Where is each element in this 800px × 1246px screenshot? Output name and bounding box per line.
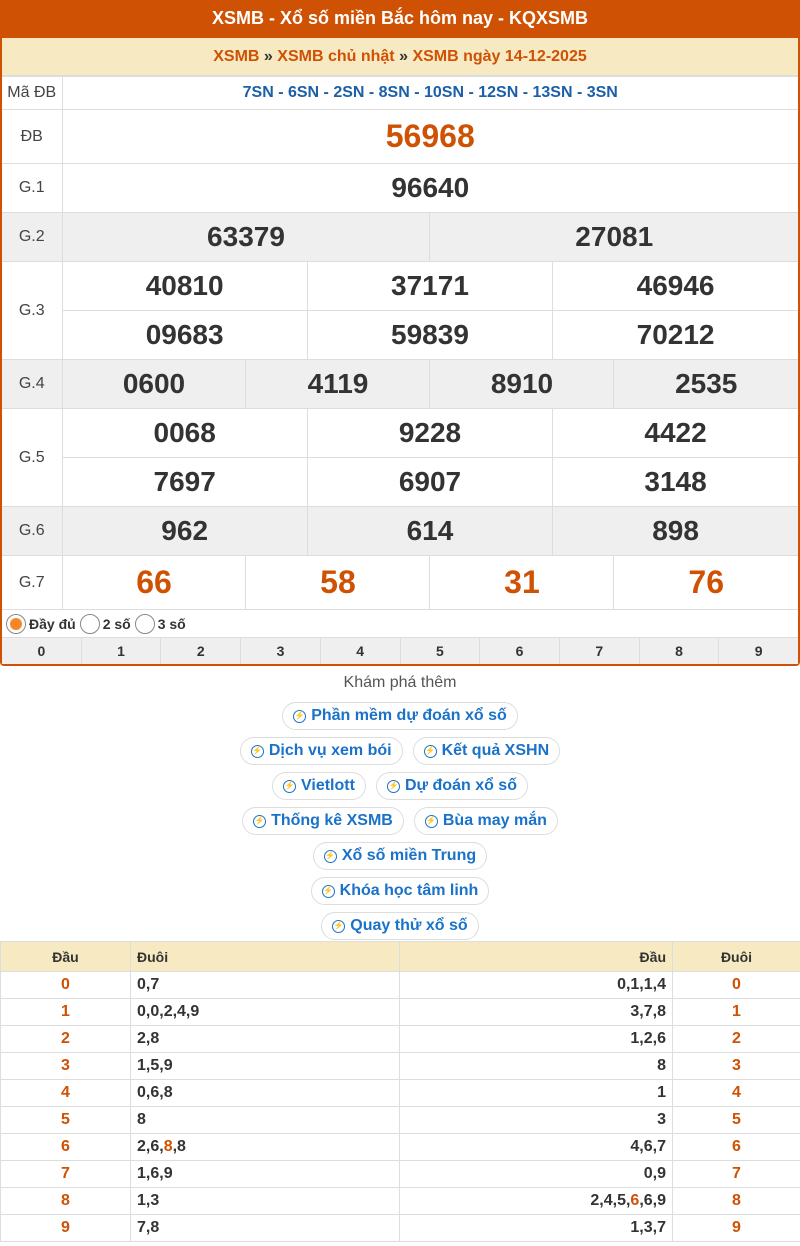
table-row: 6 2,6,8,8 4,6,7 6 — [1, 1134, 800, 1161]
bolt-icon: ⚡ — [332, 920, 345, 933]
results-table — [2, 76, 798, 610]
g6-label: G.6 — [2, 507, 62, 556]
g4-label: G.4 — [2, 360, 62, 409]
highlight-number: 6 — [630, 1192, 640, 1209]
prize-g5: 7697 — [62, 458, 307, 507]
table-row: 4 0,6,8 1 4 — [1, 1080, 800, 1107]
prize-g4: 2535 — [614, 360, 798, 409]
explore-link[interactable]: ⚡ Vietlott — [272, 772, 366, 800]
digit-filter-2[interactable]: 2 — [161, 638, 241, 664]
prize-g6: 614 — [307, 507, 552, 556]
g7-label: G.7 — [2, 556, 62, 610]
prize-g7: 76 — [614, 556, 798, 610]
digit-filter-4[interactable]: 4 — [321, 638, 401, 664]
loto-header-dau: Đầu — [1, 942, 131, 972]
prize-g5: 0068 — [62, 409, 307, 458]
loto-table — [0, 941, 800, 1242]
breadcrumb-separator: » — [263, 48, 273, 65]
digit-filter-7[interactable]: 7 — [560, 638, 640, 664]
explore-link[interactable]: ⚡ Bùa may mắn — [414, 807, 558, 835]
breadcrumb-xsmb-date[interactable]: XSMB ngày 14-12-2025 — [412, 48, 587, 65]
explore-link[interactable]: ⚡ Kết quả XSHN — [413, 737, 561, 765]
prize-db: 56968 — [62, 110, 798, 164]
breadcrumb — [2, 38, 798, 76]
radio-unchecked-icon[interactable] — [80, 614, 100, 634]
prize-g3: 70212 — [553, 311, 798, 360]
explore-title: Khám phá thêm — [343, 674, 457, 691]
db-label: ĐB — [2, 110, 62, 164]
option-2-digits[interactable]: 2 số — [80, 614, 131, 634]
bolt-icon: ⚡ — [283, 780, 296, 793]
bolt-icon: ⚡ — [387, 780, 400, 793]
bolt-icon: ⚡ — [253, 815, 266, 828]
digit-filter-3[interactable]: 3 — [241, 638, 321, 664]
explore-link[interactable]: ⚡ Quay thử xổ số — [321, 912, 478, 940]
digit-filter-5[interactable]: 5 — [401, 638, 481, 664]
prize-g2: 27081 — [430, 213, 798, 262]
prize-g7: 66 — [62, 556, 246, 610]
bolt-icon: ⚡ — [322, 885, 335, 898]
radio-checked-icon[interactable] — [6, 614, 26, 634]
table-row: 3 1,5,9 8 3 — [1, 1053, 800, 1080]
prize-g5: 4422 — [553, 409, 798, 458]
g5-label: G.5 — [2, 409, 62, 507]
table-row: 7 1,6,9 0,9 7 — [1, 1161, 800, 1188]
table-row: 0 0,7 0,1,1,4 0 — [1, 972, 800, 999]
prize-g5: 9228 — [307, 409, 552, 458]
g1-label: G.1 — [2, 164, 62, 213]
radio-unchecked-icon[interactable] — [135, 614, 155, 634]
g3-label: G.3 — [2, 262, 62, 360]
prize-g1: 96640 — [62, 164, 798, 213]
prize-g3: 40810 — [62, 262, 307, 311]
bolt-icon: ⚡ — [293, 710, 306, 723]
digit-filter-0[interactable]: 0 — [2, 638, 82, 664]
explore-link[interactable]: ⚡ Phần mềm dự đoán xổ số — [282, 702, 518, 730]
prize-g2: 63379 — [62, 213, 430, 262]
bolt-icon: ⚡ — [425, 815, 438, 828]
breadcrumb-xsmb[interactable]: XSMB — [213, 48, 260, 65]
explore-link[interactable]: ⚡ Dự đoán xổ số — [376, 772, 528, 800]
table-row: 2 2,8 1,2,6 2 — [1, 1026, 800, 1053]
prize-g7: 31 — [430, 556, 614, 610]
loto-header-duoi: Đuôi — [131, 942, 400, 972]
highlight-number: 8 — [163, 1138, 173, 1155]
digit-filter — [2, 638, 798, 664]
prize-g6: 898 — [553, 507, 798, 556]
table-row: 5 8 3 5 — [1, 1107, 800, 1134]
page-title: XSMB - Xổ số miền Bắc hôm nay - KQXSMB — [0, 0, 800, 38]
explore-link[interactable]: ⚡ Thống kê XSMB — [242, 807, 404, 835]
loto-header-dau: Đầu — [400, 942, 673, 972]
prize-g5: 6907 — [307, 458, 552, 507]
prize-g4: 4119 — [246, 360, 430, 409]
digit-filter-8[interactable]: 8 — [640, 638, 720, 664]
display-options — [2, 610, 798, 638]
bolt-icon: ⚡ — [324, 850, 337, 863]
prize-g3: 09683 — [62, 311, 307, 360]
explore-section — [0, 666, 800, 940]
prize-g7: 58 — [246, 556, 430, 610]
bolt-icon: ⚡ — [251, 745, 264, 758]
bolt-icon: ⚡ — [424, 745, 437, 758]
prize-g4: 0600 — [62, 360, 246, 409]
table-row: 8 1,3 2,4,5,6,6,9 8 — [1, 1188, 800, 1215]
prize-g4: 8910 — [430, 360, 614, 409]
option-full[interactable]: Đầy đủ — [6, 614, 76, 634]
explore-link[interactable]: ⚡ Khóa học tâm linh — [311, 877, 490, 905]
digit-filter-6[interactable]: 6 — [480, 638, 560, 664]
prize-g3: 46946 — [553, 262, 798, 311]
table-row: 1 0,0,2,4,9 3,7,8 1 — [1, 999, 800, 1026]
option-3-digits[interactable]: 3 số — [135, 614, 186, 634]
prize-g3: 59839 — [307, 311, 552, 360]
digit-filter-9[interactable]: 9 — [754, 643, 763, 659]
breadcrumb-xsmb-chu-nhat[interactable]: XSMB chủ nhật — [277, 48, 395, 65]
prize-g6: 962 — [62, 507, 307, 556]
explore-link[interactable]: ⚡ Xổ số miền Trung — [313, 842, 487, 870]
table-row: 9 7,8 1,3,7 9 — [1, 1215, 800, 1242]
g2-label: G.2 — [2, 213, 62, 262]
breadcrumb-separator: » — [399, 48, 408, 65]
ma-db-value: 7SN - 6SN - 2SN - 8SN - 10SN - 12SN - 13SN - 3SN — [62, 77, 798, 110]
loto-header-duoi: Đuôi — [673, 942, 800, 972]
digit-filter-1[interactable]: 1 — [82, 638, 162, 664]
explore-link[interactable]: ⚡ Dịch vụ xem bói — [240, 737, 403, 765]
prize-g3: 37171 — [307, 262, 552, 311]
ma-db-label: Mã ĐB — [2, 77, 62, 110]
prize-g5: 3148 — [553, 458, 798, 507]
